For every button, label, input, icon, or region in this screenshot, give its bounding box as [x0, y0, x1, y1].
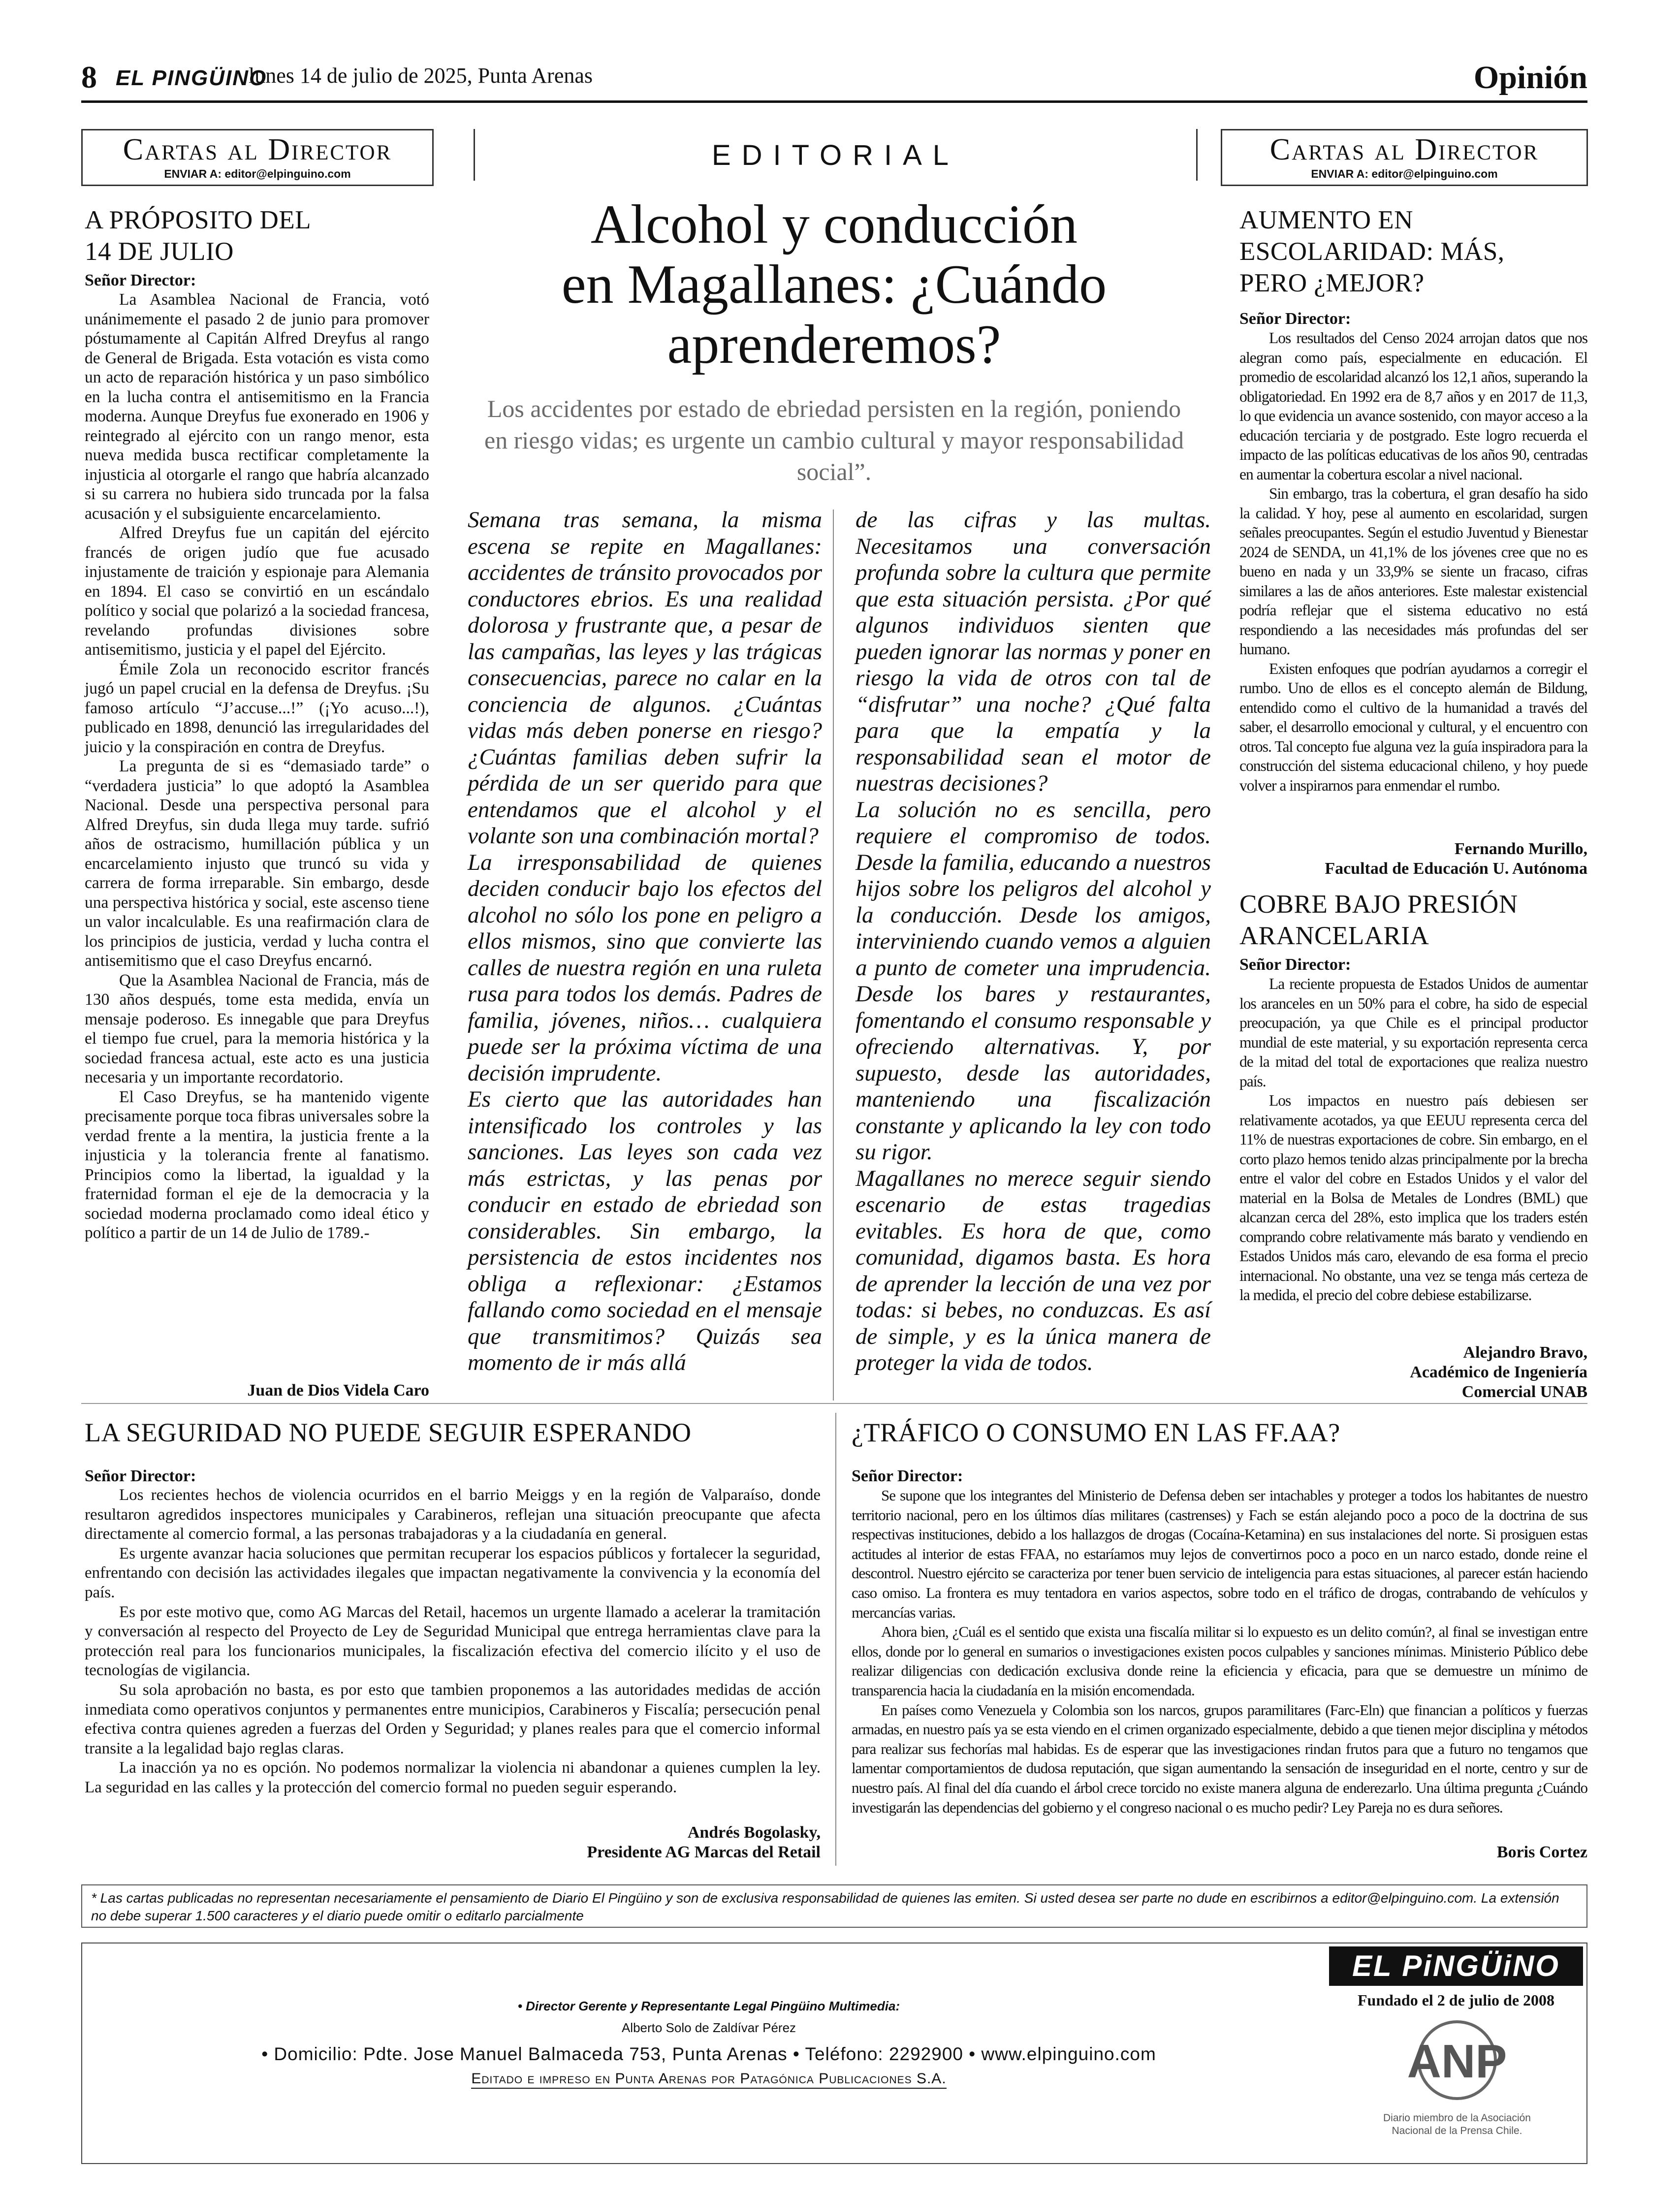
masthead-logo-small: EL PINGÜINO: [116, 66, 267, 90]
editorial-column-divider: [833, 510, 834, 1401]
footer-director-name: Alberto Solo de Zaldívar Pérez: [621, 2020, 796, 2035]
letter-body: La reciente propuesta de Estados Unidos de aumentar los aranceles en un 50% para el cobre, ha sido de especial preocupación, ya que Chile es el principal productor mundial de este material, y su exportación representa cerca de la mitad del total de exportaciones que realiza nuestro país. Los impactos en nuestro país debiesen ser relativamente acotados, ya que EEUU representa cerca del 11% de nuestras exportaciones de cobre. Sin embargo, en el corto plazo hemos tenido alzas principalmente por la brecha entre el valor del cobre en Estados Unidos y el valor del material en la Bolsa de Metales de Londres (BML) que alcanzan cerca del 28%, esto implica que los traders estén comprando cobre relativamente más barato y vendiendo en Estados Unidos más caro, elevando de esa forma el precio internacional. No obstante, una vez se tenga más certeza de la medida, el precio del cobre debiese estabilizarse.: [1239, 975, 1587, 1304]
letter-body: Los resultados del Censo 2024 arrojan datos que nos alegran como país, especialmente en educación. El promedio de escolaridad alcanzó los 12,1 años, superando la obligatoriedad. En 1992 era de 8,7 años y en 2017 de 11,3, lo que evidencia un avance sostenido, con mayor acceso a la educación terciaria y de postgrado. Este logro recuerda el impacto de las políticas educativas de los años 90, centradas en aumentar la cobertura escolar a nivel nacional. Sin embargo, tras la cobertura, el gran desafío ha sido la calidad. Y hoy, pese al aumento en escolaridad, surgen señales preocupantes. Según el estudio Juventud y Bienestar 2024 de SENDA, un 41,1% de los jóvenes cree que no es bueno en nada y un 33,9% se siente un fracaso, cifras similares a las de años anteriores. Este malestar existencial podría reflejar que el sistema educativo no está respondiendo a las necesidades más profundas del ser humano. Existen enfoques que podrían ayudarnos a corregir el rumbo. Uno de ellos es el concepto alemán de Bildung, entendido como el cultivo de la humanidad a través del saber, el desarrollo emocional y cultural, y el encuentro con otros. Tal concepto fue alguna vez la guía inspiradora para la construcción del sistema educacional chileno, y hoy puede volver a inspirarnos para enmendar el rumbo.: [1239, 329, 1587, 794]
letter-left: [85, 204, 429, 1243]
letters-heading-left: [81, 129, 434, 186]
letter-body: Los recientes hechos de violencia ocurridos en el barrio Meiggs y en la región de Valparaíso, donde resultaron agredidos inspectores municipales y Carabineros, reflejan una situación preocupante que afecta directamente al comercio formal, a las personas trabajadoras y a la ciudadanía en general. Es urgente avanzar hacia soluciones que permitan recuperar los espacios públicos y fortalecer la seguridad, enfrentando con decisión las actividades ilegales que impactan negativamente la convivencia y la economía del país. Es por este motivo que, como AG Marcas del Retail, hacemos un urgente llamado a acelerar la tramitación y conversación al respecto del Proyecto de Ley de Seguridad Municipal que entrega herramientas clave para la protección real para los funcionarios municipales, la fiscalización efectiva del comercio ilícito y el uso de tecnologías de vigilancia. Su sola aprobación no basta, es por esto que tambien proponemos a las autoridades medidas de acción inmediata como operativos conjuntos y permanentes entre municipios, Carabineros y Fiscalía; persecución penal efectiva contra quienes agreden a fuerzas del Orden y Seguridad; y planes reales para que el comercio informal transite a la legalidad bajo reglas claras. La inacción ya no es opción. No podemos normalizar la violencia ni abandonar a quienes cumplen la ley. La seguridad en las calles y la protección del comercio formal no pueden seguir esperando.: [85, 1486, 821, 1796]
anp-logo-text: ANP: [1407, 2035, 1507, 2088]
editorial-column-2: de las cifras y las multas. Necesitamos una conversación profunda sobre la cultura que permite que esta situación persista. ¿Por qué algunos individuos sienten que pueden ignorar las normas y poner en riesgo la vida de otros con tal de “disfrutar” una noche? ¿Qué falta para que la empatía y la responsabilidad sean el motor de nuestras decisiones? La solución no es sencilla, pero requiere el compromiso de todos. Desde la familia, educando a nuestros hijos sobre los peligros del alcohol y la conducción. Desde los amigos, interviniendo cuando vemos a alguien a punto de cometer una imprudencia. Desde los bares y restaurantes, fomentando el consumo responsable y ofreciendo alternativas. Y, por supuesto, desde las autoridades, manteniendo una fiscalización constante y aplicando la ley con todo su rigor. Magallanes no merece seguir siendo escenario de estas tragedias evitables. Es hora de que, como comunidad, digamos basta. Es hora de aprender la lección de una vez por todas: si bebes, no conduzcas. Es así de simple, y es la única manera de proteger la vida de todos.: [856, 507, 1211, 1375]
editorial-subtitle: Los accidentes por estado de ebriedad persisten en la región, poniendo en riesgo vidas; es urgente un cambio cultural y mayor responsabilidad social”.: [484, 395, 1184, 485]
letter-right-2: [1239, 889, 1587, 1305]
letters-heading-right: [1221, 129, 1588, 186]
letters-heading-email: ENVIAR A: editor@elpinguino.com: [164, 167, 351, 180]
masthead-logo: EL PiNGÜiNO: [1329, 1946, 1583, 1986]
page-number: 8: [81, 60, 97, 95]
bottom-column-divider: [835, 1413, 836, 1866]
letter-salutation: Señor Director:: [1239, 956, 1351, 974]
editorial-title: Alcohol y conducción en Magallanes: ¿Cuándo aprenderemos?: [561, 194, 1107, 375]
letter-title: COBRE BAJO PRESIÓN ARANCELARIA: [1239, 890, 1518, 950]
letter-body: Se supone que los integrantes del Ministerio de Defensa deben ser intachables y proteger a todos los habitantes de nuestro territorio nacional, pero en los últimos días militares (castrenses) y Fach se están alejando poco a poco de la doctrina de sus respectivas instituciones, debido a los hallazgos de drogas (Cocaína-Ketamina) en sus instalaciones del norte. Si prosiguen estas actitudes al interior de estas FFAA, no estaríamos muy lejos de convertirnos poco a poco en un narco estado, donde reine el descontrol. Nuestro ejército se caracteriza por tener buen servicio de inteligencia para estas situaciones, al parecer están haciendo caso omiso. La frontera es muy tentadora en varios aspectos, sobre todo en el tráfico de drogas, contrabando de vehículos y mercancías varias. Ahora bien, ¿Cuál es el sentido que exista una fiscalía militar si lo expuesto es un delito común?, al final se investigan entre ellos, donde por lo general en sumarios o investigaciones existen pocos culpables y sanciones mínimas. Ministerio Público debe realizar diligencias con dedicación exclusiva donde reine la eficiencia y eficacia, para que se demuestre un mínimo de transparencia hacia la ciudadanía en la misión encomendada. En países como Venezuela y Colombia son los narcos, grupos paramilitares (Farc-Eln) que financian a políticos y fuerzas armadas, en nuestro país ya se esta viendo en el crimen organizado especialmente, debido a que tienen mejor disciplina y métodos para realizar sus fechorías mal habidas. Es de esperar que las investigaciones rindan frutos para que a futuro no tengamos que lamentar comportamientos de dudosa reputación, que sigan aumentando la sensación de inseguridad en el norte, centro y sur de nuestro país. Al final del día cuando el árbol crece torcido no existe manera alguna de enderezarlo. Una última pregunta ¿Cuándo investigarán las dependencias del gobierno y el congreso nacional o es mucho pedir? Ley Pareja no es dura señores.: [852, 1487, 1587, 1816]
letter-title: A PRÓPOSITO DEL 14 DE JULIO: [85, 206, 312, 266]
letter-salutation: Señor Director:: [852, 1467, 963, 1485]
date-line: lunes 14 de julio de 2025, Punta Arenas: [249, 64, 593, 88]
header-rule: [81, 100, 1587, 103]
footer-printed-by: Editado e impreso en Punta Arenas por Patagónica Publicaciones S.A.: [217, 2071, 1201, 2087]
footer-address: • Domicilio: Pdte. Jose Manuel Balmaceda 753, Punta Arenas • Teléfono: 2292900 • www.elpinguino.com: [261, 2044, 1156, 2064]
anp-logo: [1398, 2016, 1516, 2109]
letter-title: ¿TRÁFICO O CONSUMO EN LAS FF.AA?: [852, 1418, 1340, 1447]
letter-bottom-left: [85, 1417, 821, 1798]
letter-right-1: [1239, 204, 1587, 795]
letter-bottom-right: [852, 1417, 1587, 1817]
letter-signature: Andrés Bogolasky, Presidente AG Marcas del Retail: [587, 1823, 821, 1861]
letter-signature: Fernando Murillo, Facultad de Educación U. Autónoma: [1325, 840, 1587, 878]
letter-salutation: Señor Director:: [1239, 310, 1351, 328]
letter-signature: Boris Cortez: [1496, 1843, 1587, 1861]
letter-signature: Alejandro Bravo, Académico de Ingeniería Comercial UNAB: [1410, 1343, 1587, 1401]
letter-title: LA SEGURIDAD NO PUEDE SEGUIR ESPERANDO: [85, 1418, 692, 1447]
anp-caption: Diario miembro de la Asociación Nacional de la Prensa Chile.: [1383, 2112, 1531, 2136]
section-label: Opinión: [1473, 60, 1587, 96]
footer-director-label: • Director Gerente y Representante Legal Pingüino Multimedia:: [517, 1999, 900, 2013]
letters-heading-title: Cartas al Director: [123, 133, 392, 166]
letter-salutation: Señor Director:: [85, 271, 196, 289]
disclaimer-box: * Las cartas publicadas no representan necesariamente el pensamiento de Diario El Pingüino y son de exclusiva responsabilidad de quienes las emiten. Si usted desea ser parte no dude en escribirnos a editor@elpinguino.com. La extensión no debe superar 1.500 caracteres y el diario puede omitir o editarlo parcialmente: [81, 1884, 1587, 1928]
letter-title: AUMENTO EN ESCOLARIDAD: MÁS, PERO ¿MEJOR?: [1239, 206, 1505, 297]
letter-salutation: Señor Director:: [85, 1467, 196, 1485]
letter-body: La Asamblea Nacional de Francia, votó unánimemente el pasado 2 de junio para promover póstumamente al Capitán Alfred Dreyfus al rango de General de Brigada. Esta votación es vista como un acto de reparación histórica y un paso simbólico en la lucha contra el antisemitismo en la Francia moderna. Aunque Dreyfus fue exonerado en 1906 y reintegrado al ejército con un rango menor, esta nueva medida busca rectificar completamente la injusticia al otorgarle el rango que habría alcanzado si su carrera no hubiera sido truncada por la falsa acusación y el subsiguiente encarcelamiento. Alfred Dreyfus fue un capitán del ejército francés de origen judío que fue acusado injustamente de traición y espionaje para Alemania en 1894. El caso se convirtió en un escándalo político y social que polarizó a la sociedad francesa, revelando profundas divisiones sobre antisemitismo, justicia y el papel del Ejército. Émile Zola un reconocido escritor francés jugó un papel crucial en la defensa de Dreyfus. ¡Su famoso artículo “J’accuse...!” (¡Yo acuso...!), publicado en 1898, denunció las irregularidades del juicio y la conspiración en contra de Dreyfus. La pregunta de si es “demasiado tarde” o “verdadera justicia” lo que adoptó la Asamblea Nacional. Desde una perspectiva personal para Alfred Dreyfus, sin duda llega muy tarde. sufrió años de ostracismo, humillación pública y un encarcelamiento injusto que truncó su vida y carrera de forma irreparable. Sin embargo, desde una perspectiva histórica y social, este ascenso tiene un valor incalculable. Es una reafirmación clara de los principios de justicia, verdad y lucha contra el antisemitismo que el caso Dreyfus encarnó. Que la Asamblea Nacional de Francia, más de 130 años después, tome esta medida, envía un mensaje poderoso. Es innegable que para Dreyfus el tiempo fue cruel, para la memoria histórica y la sociedad francesa actual, este acto es una justicia necesaria y un importante recordatorio. El Caso Dreyfus, se ha mantenido vigente precisamente porque toca fibras universales sobre la verdad frente a la mentira, la justicia frente a la injusticia y la tolerancia frente al fanatismo. Principios como la libertad, la igualdad y la fraternidad forman el eje de la democracia y la sociedad moderna proclamado como ideal ético y político a partir de un 14 de Julio de 1789.-: [85, 290, 429, 1242]
letter-signature: Juan de Dios Videla Caro: [247, 1381, 429, 1400]
editorial-label-box: [474, 129, 1198, 181]
letters-heading-email: ENVIAR A: editor@elpinguino.com: [1311, 167, 1498, 180]
editorial-label: EDITORIAL: [711, 139, 960, 171]
founded-line: Fundado el 2 de julio de 2008: [1357, 1991, 1555, 2009]
editorial-column-1: Semana tras semana, la misma escena se repite en Magallanes: accidentes de tránsito provocados por conductores ebrios. Es una realidad dolorosa y frustrante que, a pesar de las campañas, las leyes y las trágicas consecuencias, parece no calar en la conciencia de algunos. ¿Cuántas vidas más deben ponerse en riesgo? ¿Cuántas familias deben sufrir la pérdida de un ser querido para que entendamos que el alcohol y el volante son una combinación mortal? La irresponsabilidad de quienes deciden conducir bajo los efectos del alcohol no sólo los pone en peligro a ellos mismos, sino que convierte las calles de nuestra región en una ruleta rusa para todos los demás. Padres de familia, jóvenes, niños… cualquiera puede ser la próxima víctima de una decisión imprudente. Es cierto que las autoridades han intensificado los controles y las sanciones. Las leyes son cada vez más estrictas, y las penas por conducir en estado de ebriedad son considerables. Sin embargo, la persistencia de estos incidentes nos obliga a reflexionar: ¿Estamos fallando como sociedad en el mensaje que transmitimos? Quizás sea momento de ir más allá: [468, 507, 822, 1375]
section-divider: [81, 1403, 1587, 1404]
letters-heading-title: Cartas al Director: [1269, 133, 1539, 166]
